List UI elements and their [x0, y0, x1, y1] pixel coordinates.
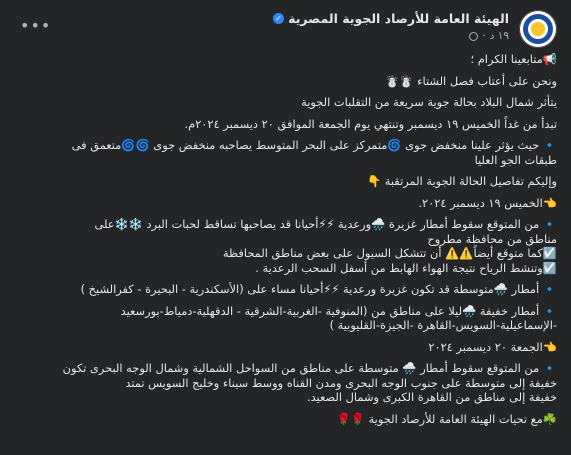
post-text-line: خفيفة إلى متوسطة على جنوب الوجه البحرى ومدن القناه ووسط سيناء وخليج السويس تمتد — [125, 375, 557, 390]
post-text-line: ☑️وتنشط الرياح نتيجة الهواء الهابط من أسفل السحب الرعدية . — [255, 260, 557, 275]
page-name-row — [273, 11, 509, 26]
paragraph-gap — [10, 67, 557, 74]
post-text-line: خفيفة إلى مناطق من القاهرة الكبرى وشمال الصعيد. — [306, 390, 557, 404]
post-text-line: وإليكم تفاصيل الحالة الجوية المرتقبة 👇 — [366, 174, 557, 188]
post-text-line: مناطق من محافظة مطروح — [427, 231, 557, 246]
post-header — [14, 10, 557, 50]
page-name[interactable]: الهيئة العامة للأرصاد الجوية المصرية — [288, 11, 509, 26]
more-options-icon[interactable]: ••• — [20, 16, 52, 35]
post-text-line: تبدأ من غداً الخميس ١٩ ديسمبر وتنتهي يوم الجمعة الموافق ٢٠ ديسمبر ٢٠٢٤م. — [184, 116, 557, 131]
post-meta — [273, 30, 509, 42]
paragraph-gap — [10, 405, 557, 412]
paragraph-gap — [10, 167, 557, 174]
post-text-line: 🔹 من المتوقع سقوط أمطار 🌧️ متوسطة على مناطق من السواحل الشمالية وشمال الوجه البحرى تكون — [62, 361, 557, 375]
post-text-line: 👈الخميس ١٩ ديسمبر ٢٠٢٤. — [418, 195, 557, 210]
post-text-line: ☑️كما متوقع أيضاً⚠️⚠️ أن تتشكل السيول على بعض مناطق المحافظة — [222, 246, 557, 260]
post-text-line: 🔹 من المتوقع سقوط أمطار غزيرة 🌧️ورعدية ⚡⚡أحيانا قد يصاحبها تساقط لحبات البرد ❄️❄️على — [94, 217, 557, 231]
paragraph-gap — [10, 275, 557, 282]
post-text-line: ونحن على أعتاب فصل الشتاء ☃️☃️ — [385, 73, 557, 88]
avatar-logo-ring — [523, 14, 553, 44]
paragraph-gap — [10, 110, 557, 117]
meta-separator: · — [482, 30, 486, 42]
paragraph-gap — [10, 88, 557, 95]
post-text-line: يتأثر شمال البلاد بحالة جوية سريعة من التقلبات الجوية — [301, 95, 557, 109]
page-avatar[interactable] — [519, 10, 557, 48]
paragraph-gap — [10, 333, 557, 340]
post-text-line: 🔹 حيث يؤثر علينا منخفض جوى 🌀متمركز على البحر المتوسط يصاحبه منخفض جوى 🌀🌀متعمق فى — [71, 138, 557, 152]
paragraph-gap — [10, 297, 557, 304]
verified-badge-icon: ✓ — [273, 13, 284, 24]
post-text-line: 🔹 أمطار 🌧️متوسطة قد تكون غزيرة ورعدية ⚡⚡أحيانا مساء على (الأسكندرية - البحيرة - كفرالشيخ ) — [80, 282, 557, 296]
globe-icon — [469, 32, 478, 41]
page-info — [273, 11, 509, 42]
paragraph-gap — [10, 131, 557, 138]
post-text-line: 👈الجمعة ٢٠ ديسمبر ٢٠٢٤ — [428, 339, 557, 354]
post-body — [10, 52, 557, 426]
post-time[interactable]: ١٩ د — [489, 30, 509, 42]
paragraph-gap — [10, 354, 557, 361]
paragraph-gap — [10, 210, 557, 217]
post-text-line: 📢متابعينا الكرام ؛ — [470, 52, 557, 66]
paragraph-gap — [10, 189, 557, 196]
post-text-line: 🔹 أمطار خفيفة 🌧️ليلا على مناطق من (المنوفية -الغربية-الشرقية - الدقهلية-دمياط-بورسعيد — [120, 303, 557, 318]
post-text-line: ☘️مع تحيات الهيئة العامة للأرصاد الجوية 🌹🌹 — [336, 411, 557, 426]
sun-icon — [528, 19, 548, 39]
post-text-line: -الإسماعيلية-السويس-القاهرة -الجيزة-القليوبية ) — [329, 318, 557, 332]
post-text-line: طبقات الجو العليا — [474, 152, 557, 167]
